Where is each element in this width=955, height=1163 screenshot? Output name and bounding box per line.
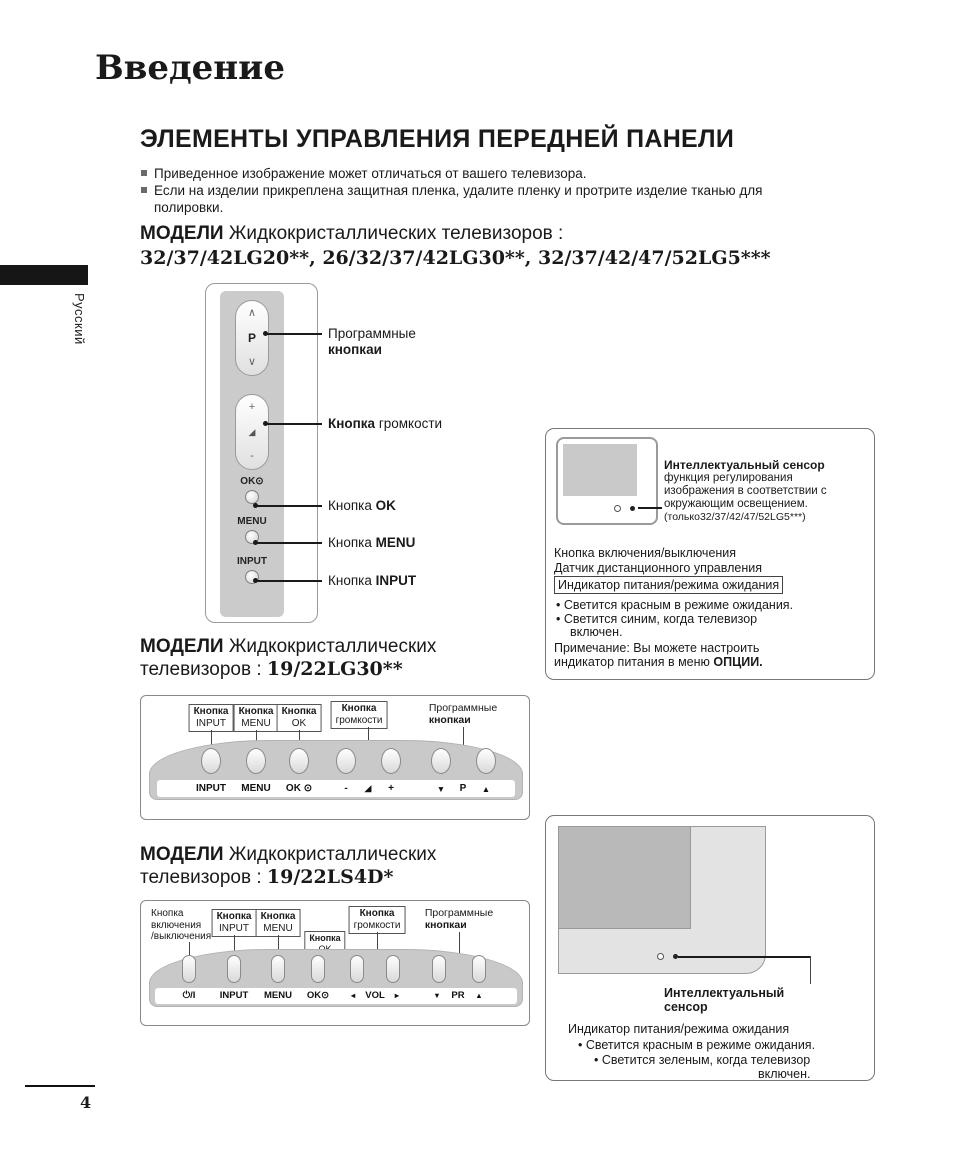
infobox-sensor-top	[545, 428, 875, 680]
indicator-bullet-1: • Светится красным в режиме ожидания.	[578, 1038, 816, 1052]
models-numbers: 32/37/42LG20**, 26/32/37/42LG30**, 32/37/42/47/52LG5***	[140, 247, 771, 269]
programme-down-button	[432, 955, 446, 983]
volume-down-button	[350, 955, 364, 983]
volume-icon: ◢	[364, 783, 372, 793]
label-volume: Кнопка громкости	[349, 906, 406, 934]
leader-line	[266, 333, 322, 335]
sensor-title: Интеллектуальный сенсор	[664, 458, 825, 472]
models-heading-lg30: МОДЕЛИ Жидкокристаллических телевизоров : 19/22LG30**	[140, 636, 437, 680]
tv-corner-illustration-large	[558, 826, 766, 974]
intro-bullet-2	[141, 183, 831, 216]
volume-icon: ◢	[248, 426, 256, 437]
indicator-text: Индикатор питания/режима ожидания	[568, 1022, 790, 1036]
ok-symbol-icon: ⊙	[255, 476, 264, 487]
bullet-square-icon	[141, 187, 147, 193]
input-button	[201, 748, 221, 774]
tv-corner-illustration-small	[556, 437, 658, 525]
indicator-bullet-2: • Светится синим, когда телевизор	[556, 612, 758, 626]
models-rest: Жидкокристаллических телевизоров :	[223, 223, 564, 244]
page-number: 4	[80, 1093, 92, 1112]
callout-input: Кнопка INPUT	[328, 573, 417, 588]
label-programme: Программные кнопкаи	[424, 907, 494, 931]
intro-bullet-2-text: Если на изделии прикреплена защитная пленка, удалите пленку и протрите изделие тканью для полировки.	[154, 183, 763, 215]
volume-minus-label: -	[250, 450, 254, 462]
programme-down-button	[431, 748, 451, 774]
arrow-down-icon: ▼	[436, 784, 446, 794]
label-programme: Программные кнопкаи	[428, 702, 498, 726]
strip-label-menu: MENU	[264, 990, 292, 1001]
callout-menu: Кнопка MENU	[328, 535, 416, 550]
models-heading-ls4d: МОДЕЛИ Жидкокристаллических телевизоров : 19/22LS4D*	[140, 844, 437, 888]
callout-programme-line1: Программные	[328, 326, 416, 341]
leader-line	[459, 932, 460, 955]
programme-p-label: P	[247, 331, 256, 345]
sensor-window-icon	[614, 505, 621, 512]
power-button-text: Кнопка включения/выключения	[554, 546, 737, 560]
volume-up-button	[381, 748, 401, 774]
indicator-text-boxed: Индикатор питания/режима ожидания	[554, 576, 783, 594]
sensor-label: Интеллектуальный сенсор	[664, 986, 785, 1014]
language-sidebar-label: Русский	[72, 293, 87, 345]
label-input: Кнопка INPUT	[189, 704, 234, 732]
indicator-bullet-1: • Светится красным в режиме ожидания.	[556, 598, 794, 612]
label-menu: Кнопка MENU	[234, 704, 279, 732]
page-title: Введение	[95, 48, 286, 88]
indicator-bullet-2b: включен.	[570, 625, 623, 639]
bullet-square-icon	[141, 170, 147, 176]
ok-text: OK	[240, 476, 256, 487]
arrow-left-icon: ◄	[349, 991, 357, 1000]
menu-button	[271, 955, 285, 983]
footer-rule	[25, 1085, 95, 1087]
volume-rocker-button	[235, 394, 269, 470]
intro-bullet-1-text: Приведенное изображение может отличаться от вашего телевизора.	[154, 166, 587, 181]
input-button-label	[220, 556, 284, 567]
section-heading: ЭЛЕМЕНТЫ УПРАВЛЕНИЯ ПЕРЕДНЕЙ ПАНЕЛИ	[140, 125, 735, 153]
indicator-bullet-2: • Светится зеленым, когда телевизор	[594, 1053, 811, 1067]
power-button	[182, 955, 196, 983]
label-input: Кнопка INPUT	[212, 909, 257, 937]
tv-screen	[559, 827, 691, 929]
front-panel-diagram-ls4d	[140, 900, 530, 1026]
indicator-bullet-2b: включен.	[758, 1067, 811, 1081]
note-line-1: Примечание: Вы можете настроить	[554, 641, 760, 655]
volume-down-button	[336, 748, 356, 774]
leader-line	[256, 542, 322, 544]
models-heading-lcd	[140, 222, 771, 270]
callout-programme	[328, 326, 416, 358]
programme-rocker-button	[235, 300, 269, 376]
sensor-models-note: (только32/37/42/47/52LG5***)	[664, 511, 806, 523]
input-button	[227, 955, 241, 983]
options-menu-ref: ОПЦИИ.	[713, 655, 763, 669]
remote-sensor-text: Датчик дистанционного управления	[554, 561, 763, 575]
leader-line	[678, 956, 810, 958]
strip-label-ok: OK ⊙	[285, 783, 313, 794]
sensor-description: Интеллектуальный сенсор функция регулирования изображения в соответствии с окружающим освещением. (только32/37/42/47/52LG5***)	[664, 459, 866, 524]
strip-label-pr: PR	[451, 990, 465, 1001]
note-line-2: индикатор питания в меню ОПЦИИ.	[554, 655, 763, 669]
sensor-window-icon	[657, 953, 664, 960]
arrow-up-icon: ▲	[475, 991, 483, 1000]
ok-button	[245, 490, 259, 504]
models-heading-lcd-line1	[140, 222, 771, 245]
menu-button-label	[220, 516, 284, 527]
power-icon: ⏻/I	[182, 990, 196, 1001]
menu-button	[246, 748, 266, 774]
strip-label-input: INPUT	[196, 783, 226, 794]
strip-label-input: INPUT	[219, 990, 249, 1001]
infobox-sensor-bottom	[545, 815, 875, 1081]
input-text: INPUT	[237, 556, 267, 567]
label-power: Кнопка включения /выключения	[151, 908, 212, 942]
label-ok: Кнопка	[304, 931, 345, 956]
intro-bullet-1	[141, 166, 846, 183]
strip-label-vol: VOL	[365, 990, 385, 1001]
models-prefix: МОДЕЛИ	[140, 223, 224, 244]
strip-label-ok: OK⊙	[306, 990, 330, 1001]
strip-label-plus: +	[388, 783, 394, 794]
ok-button	[289, 748, 309, 774]
callout-volume: Кнопка громкости	[328, 416, 443, 431]
strip-label-p: P	[459, 783, 467, 794]
arrow-right-icon: ►	[393, 991, 401, 1000]
label-ok: Кнопка OK	[277, 704, 322, 732]
callout-programme-line2: кнопкаи	[328, 342, 382, 357]
leader-line	[266, 423, 322, 425]
volume-up-button	[386, 955, 400, 983]
arrow-up-icon: ▲	[481, 784, 491, 794]
section-tab-marker	[0, 265, 88, 285]
strip-label-menu: MENU	[241, 783, 271, 794]
arrow-down-icon: ▼	[433, 991, 441, 1000]
menu-text: MENU	[237, 516, 267, 527]
leader-line	[256, 505, 322, 507]
leader-line	[638, 507, 662, 509]
strip-label-minus: -	[344, 783, 348, 794]
leader-line	[810, 956, 811, 984]
label-volume: Кнопка громкости	[331, 701, 388, 729]
leader-line	[256, 580, 322, 582]
ok-button-label	[220, 476, 284, 487]
front-panel-diagram-lg30	[140, 695, 530, 820]
chevron-down-icon: ∨	[247, 356, 257, 368]
tv-screen	[563, 444, 637, 496]
programme-up-button	[472, 955, 486, 983]
volume-plus-label: +	[248, 401, 256, 413]
chevron-up-icon: ∧	[247, 307, 257, 319]
programme-up-button	[476, 748, 496, 774]
ok-button	[311, 955, 325, 983]
callout-ok: Кнопка OK	[328, 498, 396, 513]
indicator-dot-icon	[630, 506, 635, 511]
leader-line	[189, 942, 190, 955]
label-menu: Кнопка MENU	[256, 909, 301, 937]
